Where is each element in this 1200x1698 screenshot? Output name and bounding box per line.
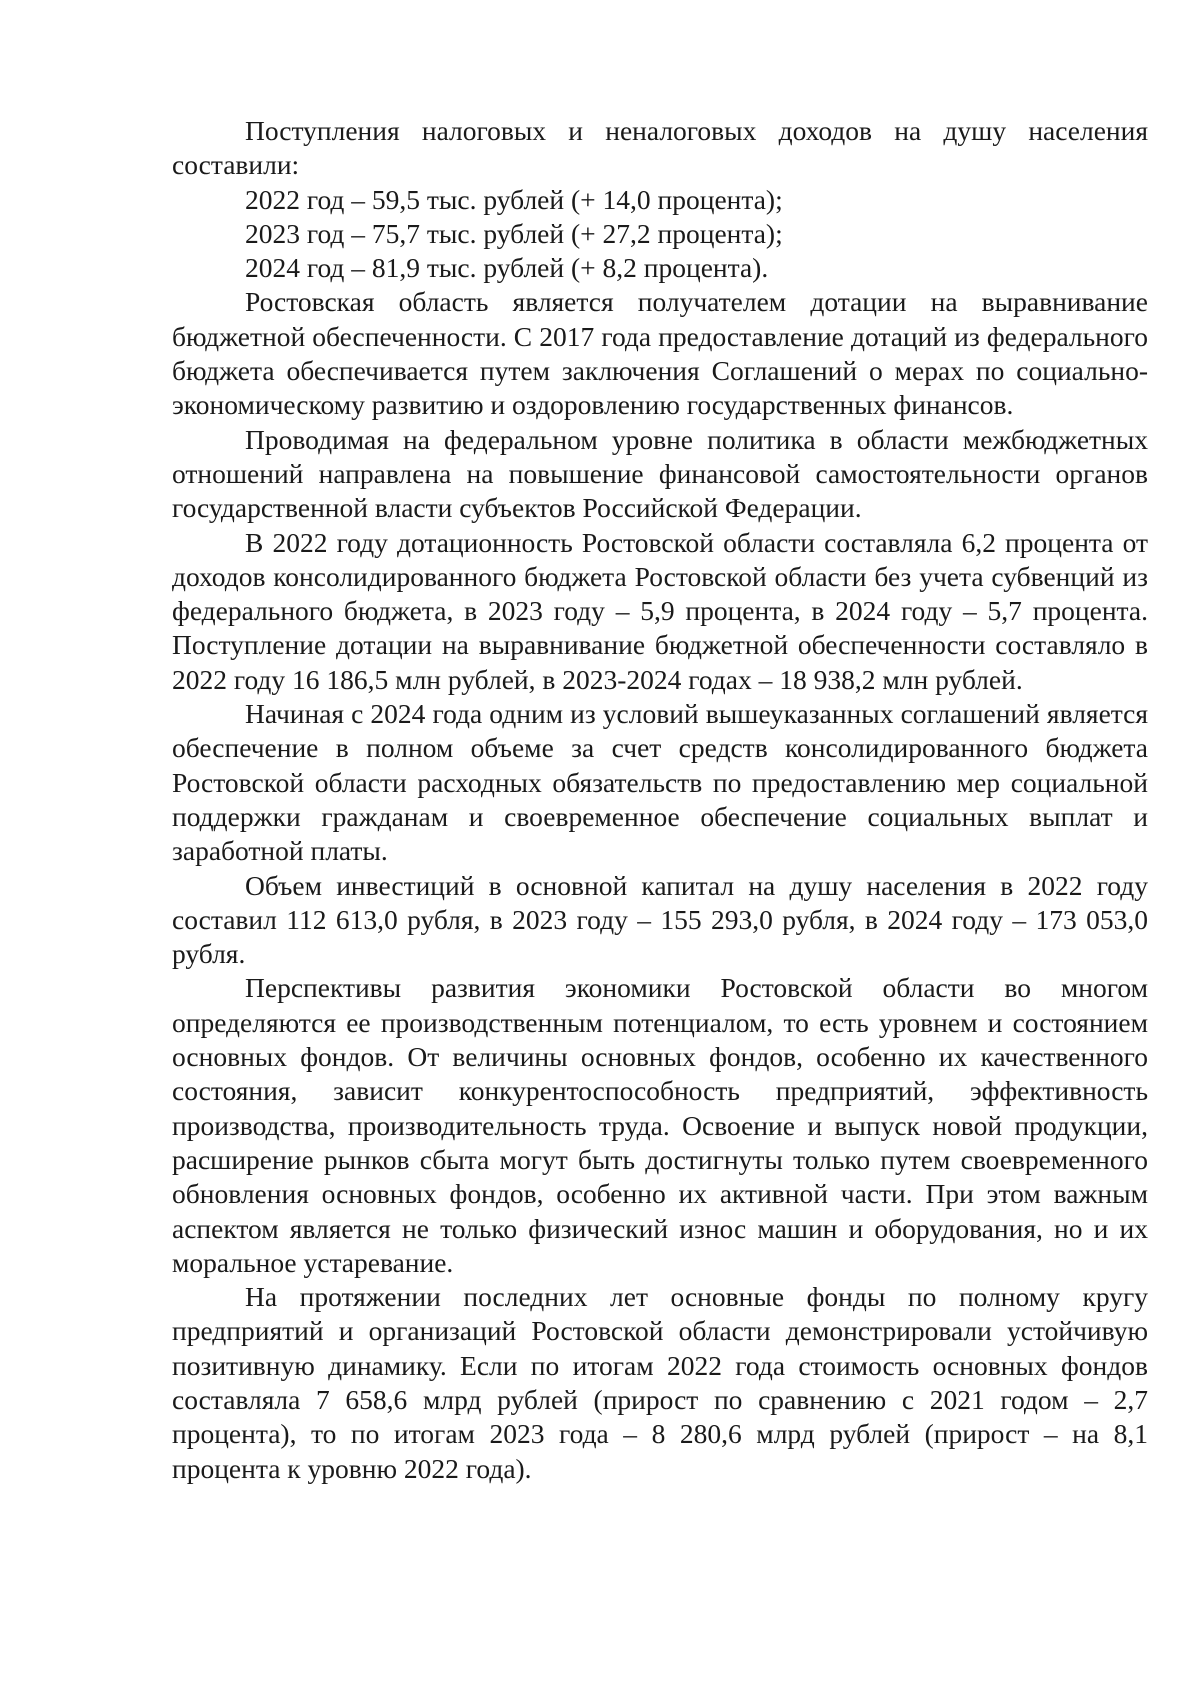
paragraph-revenue-2024: 2024 год – 81,9 тыс. рублей (+ 8,2 процента).: [245, 252, 769, 284]
paragraph-subsidy-dependence: В 2022 году дотационность Ростовской области составляла 6,2 процента от доходов консолидированного бюджета Ростовской области без учета субвенций из федерального бюджета, в 2023 году – 5,9 процента, в 2024 году – 5,7 процента. Поступление дотации на выравнивание бюджетной обеспеченности составляло в 2022 году 16 186,5 млн рублей, в 2023-2024 годах – 18 938,2 млн рублей.: [172, 526, 1148, 695]
document-body: [172, 114, 1148, 1486]
paragraph-fixed-assets-dynamics: На протяжении последних лет основные фонды по полному кругу предприятий и организаций Ростовской области демонстрировали устойчивую позитивную динамику. Если по итогам 2022 года стоимость основных фондов составляла 7 658,6 млрд рублей (прирост по сравнению с 2021 годом – 2,7 процента), то по итогам 2023 года – 8 280,6 млрд рублей (прирост – на 8,1 процента к уровню 2022 года).: [172, 1281, 1148, 1484]
paragraph-tax-revenue-intro: Поступления налоговых и неналоговых доходов на душу населения составили:: [172, 115, 1148, 181]
paragraph-revenue-2023: 2023 год – 75,7 тыс. рублей (+ 27,2 процента);: [245, 217, 783, 249]
paragraph-revenue-2022: 2022 год – 59,5 тыс. рублей (+ 14,0 процента);: [245, 183, 783, 215]
paragraph-investment-per-capita: Объем инвестиций в основной капитал на душу населения в 2022 году составил 112 613,0 рубля, в 2023 году – 155 293,0 рубля, в 2024 году – 173 053,0 рубля.: [172, 869, 1148, 970]
paragraph-agreement-conditions: Начиная с 2024 года одним из условий вышеуказанных соглашений является обеспечение в полном объеме за счет средств консолидированного бюджета Ростовской области расходных обязательств по предоставлению мер социальной поддержки гражданам и своевременное обеспечение социальных выплат и заработной платы.: [172, 698, 1148, 867]
paragraph-economic-prospects: Перспективы развития экономики Ростовской области во многом определяются ее производственным потенциалом, то есть уровнем и состоянием основных фондов. От величины основных фондов, особенно их качественного состояния, зависит конкурентоспособность предприятий, эффективность производства, производительность труда. Освоение и выпуск новой продукции, расширение рынков сбыта могут быть достигнуты только путем своевременного обновления основных фондов, особенно их активной части. При этом важным аспектом является не только физический износ машин и оборудования, но и их моральное устаревание.: [172, 972, 1148, 1278]
paragraph-interbudget-policy: Проводимая на федеральном уровне политика в области межбюджетных отношений направлена на повышение финансовой самостоятельности органов государственной власти субъектов Российской Федерации.: [172, 423, 1148, 524]
paragraph-equalization-subsidy: Ростовская область является получателем дотации на выравнивание бюджетной обеспеченности. С 2017 года предоставление дотаций из федерального бюджета обеспечивается путем заключения Соглашений о мерах по социально-экономическому развитию и оздоровлению государственных финансов.: [172, 286, 1148, 421]
